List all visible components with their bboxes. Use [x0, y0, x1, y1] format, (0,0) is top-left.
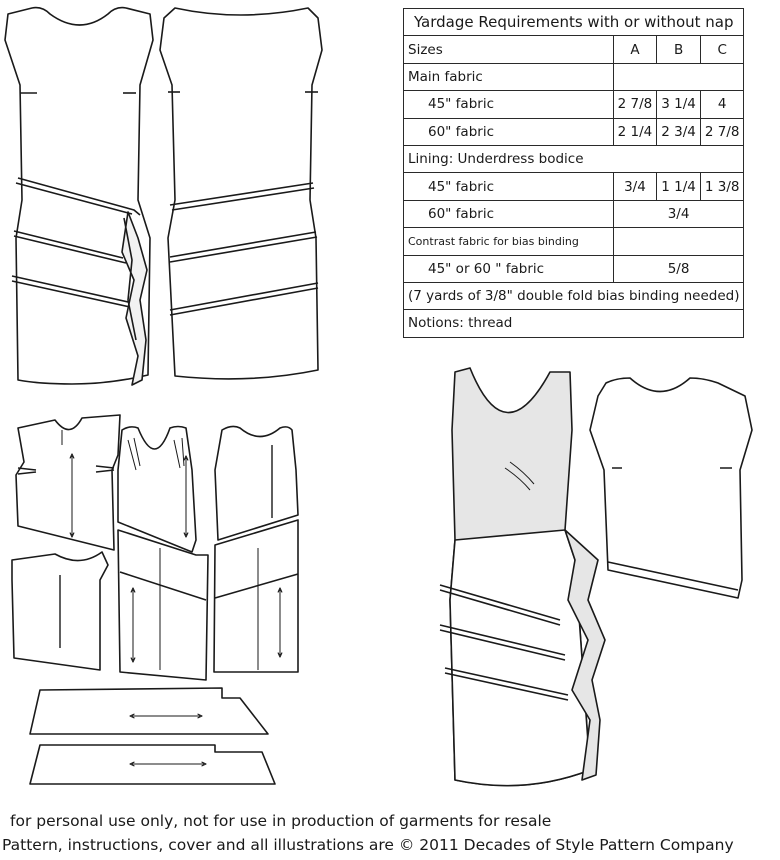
- value-cell: 2 7/8: [700, 118, 744, 145]
- size-b: B: [657, 36, 701, 63]
- contrast-label: Contrast fabric for bias binding: [404, 228, 614, 255]
- dress-back-illustration: [160, 8, 322, 379]
- value-cell: 2 1/4: [613, 118, 657, 145]
- value-cell: 1 3/8: [700, 173, 744, 200]
- value-cell: 1 1/4: [657, 173, 701, 200]
- row-label: 45" or 60 " fabric: [404, 255, 614, 282]
- lining-row: [404, 145, 744, 172]
- value-cell: 5/8: [613, 255, 744, 282]
- size-c: C: [700, 36, 744, 63]
- underdress-illustration: [440, 368, 605, 786]
- row-label: 60" fabric: [404, 118, 614, 145]
- dress-front-illustration: [5, 8, 153, 385]
- size-a: A: [613, 36, 657, 63]
- lining-label: Lining: Underdress bodice: [404, 145, 744, 172]
- table-row: [404, 173, 744, 200]
- main-fabric-row: [404, 63, 744, 90]
- top-illustration: [590, 378, 752, 598]
- bias-note-row: [404, 282, 744, 309]
- value-cell: 4: [700, 91, 744, 118]
- table-row: [404, 255, 744, 282]
- value-cell: 2 3/4: [657, 118, 701, 145]
- sizes-label: Sizes: [404, 36, 614, 63]
- table-title-row: [404, 9, 744, 36]
- notions: Notions: thread: [404, 310, 744, 337]
- usage-note: for personal use only, not for use in production of garments for resale: [10, 812, 552, 830]
- row-label: 60" fabric: [404, 200, 614, 227]
- value-cell: 3 1/4: [657, 91, 701, 118]
- table-row: [404, 200, 744, 227]
- copyright-note: Pattern, instructions, cover and all illustrations are © 2011 Decades of Style Pattern Company: [2, 836, 734, 854]
- bias-note: (7 yards of 3/8" double fold bias binding needed): [404, 282, 744, 309]
- value-cell: 2 7/8: [613, 91, 657, 118]
- yardage-requirements-table: [403, 8, 744, 338]
- pattern-pieces: [12, 415, 298, 784]
- table-row: [404, 118, 744, 145]
- main-fabric-label: Main fabric: [404, 63, 614, 90]
- contrast-row: [404, 228, 744, 255]
- sizes-row: [404, 36, 744, 63]
- table-row: [404, 91, 744, 118]
- table-title: Yardage Requirements with or without nap: [404, 9, 744, 36]
- value-cell: 3/4: [613, 173, 657, 200]
- row-label: 45" fabric: [404, 173, 614, 200]
- value-cell: 3/4: [613, 200, 744, 227]
- notions-row: [404, 310, 744, 337]
- row-label: 45" fabric: [404, 91, 614, 118]
